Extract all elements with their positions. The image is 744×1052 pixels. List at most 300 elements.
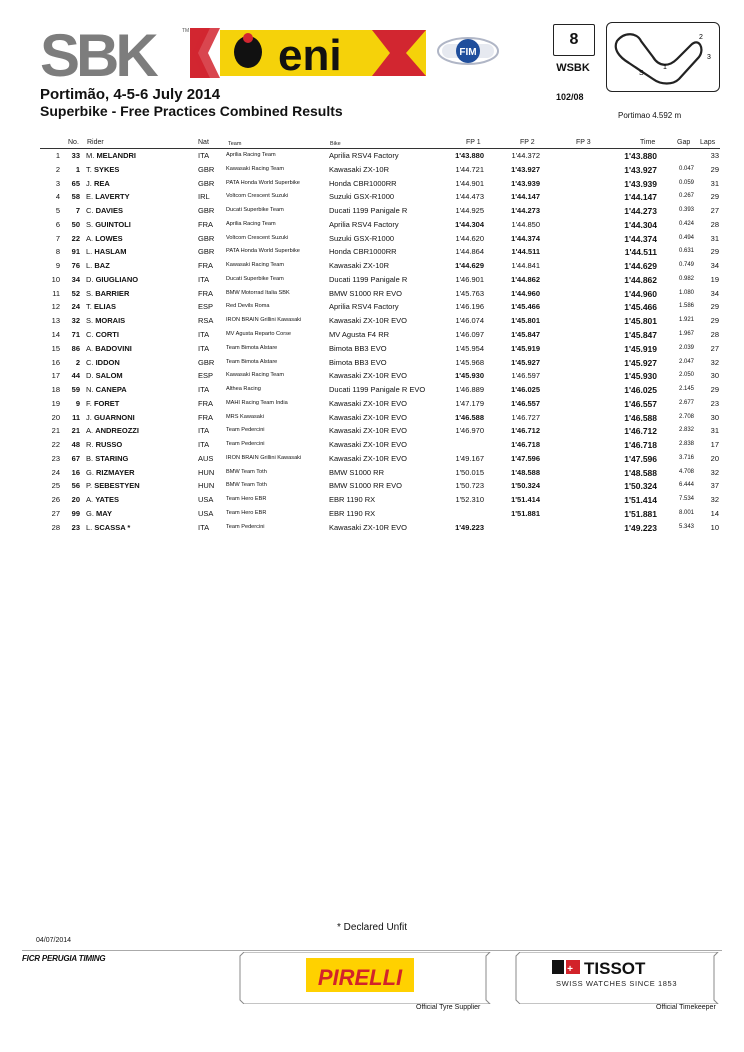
- rider-cell: [86, 289, 129, 298]
- nat-cell: ITA: [198, 274, 210, 284]
- table-row: [0, 385, 744, 399]
- position-cell: 22: [51, 440, 60, 450]
- nat-cell: FRA: [198, 412, 213, 422]
- position-cell: 15: [51, 343, 60, 353]
- rider-surname: BARRIER: [95, 288, 130, 298]
- laps-cell: 29: [710, 385, 719, 395]
- fp1-cell: 1'45.930: [455, 371, 484, 381]
- rider-initial: L.: [86, 522, 93, 532]
- team-cell: Kawasaki Racing Team: [226, 372, 285, 379]
- fp2-cell: 1'50.324: [511, 481, 540, 491]
- rider-surname: CORTI: [95, 330, 119, 339]
- position-cell: 13: [51, 316, 60, 326]
- gap-cell: 4.708: [678, 468, 694, 475]
- fp2-cell: 1'44.862: [511, 274, 540, 284]
- number-cell: 59: [71, 385, 80, 395]
- team-cell: Team Bimota Alstare: [226, 344, 278, 351]
- position-cell: 12: [51, 302, 60, 312]
- nat-cell: FRA: [198, 261, 213, 271]
- fp1-cell: 1'44.721: [455, 164, 484, 174]
- table-row: [0, 481, 744, 495]
- time-cell: 1'44.147: [624, 192, 657, 203]
- gap-cell: 2.047: [678, 358, 694, 365]
- rider-cell: [86, 192, 130, 201]
- position-cell: 10: [51, 274, 60, 284]
- nat-cell: ITA: [198, 440, 210, 450]
- nat-cell: GBR: [198, 247, 215, 257]
- fp1-cell: 1'52.310: [455, 495, 484, 505]
- laps-cell: 28: [710, 330, 719, 339]
- bike-cell: Ducati 1199 Panigale R: [329, 274, 408, 284]
- fp2-cell: 1'44.372: [511, 151, 540, 160]
- rider-initial: C.: [86, 330, 94, 339]
- fp2-cell: 1'46.025: [511, 385, 540, 395]
- laps-cell: 30: [710, 412, 719, 422]
- fp1-cell: 1'45.763: [455, 288, 484, 298]
- nat-cell: HUN: [198, 467, 215, 477]
- team-cell: Aprilia Racing Team: [226, 220, 276, 227]
- time-cell: 1'44.862: [624, 274, 657, 285]
- time-cell: 1'44.960: [624, 288, 657, 299]
- number-cell: 44: [71, 371, 80, 381]
- nat-cell: ESP: [198, 371, 214, 381]
- tissot-tagline: SWISS WATCHES SINCE 1853: [556, 979, 678, 988]
- time-cell: 1'46.025: [624, 385, 657, 396]
- gap-cell: 2.708: [678, 413, 694, 420]
- nat-cell: GBR: [198, 164, 215, 174]
- fp2-cell: 1'44.841: [511, 261, 540, 271]
- time-cell: 1'49.223: [624, 522, 657, 533]
- laps-cell: 14: [710, 509, 719, 519]
- round-number: 8: [553, 24, 595, 56]
- rider-initial: L.: [86, 247, 93, 257]
- number-cell: 48: [71, 440, 80, 450]
- rider-initial: S.: [86, 288, 94, 298]
- time-cell: 1'45.466: [624, 302, 657, 313]
- table-row: [0, 151, 744, 165]
- rider-initial: E.: [86, 192, 94, 202]
- table-row: [0, 220, 744, 234]
- rider-surname: YATES: [95, 495, 119, 505]
- team-cell: Voltcom Crescent Suzuki: [226, 193, 289, 200]
- rider-surname: IDDON: [95, 357, 120, 367]
- team-cell: IRON BRAIN Grillini Kawasaki: [226, 454, 302, 461]
- rider-cell: [86, 247, 126, 256]
- table-row: [0, 261, 744, 275]
- team-cell: Kawasaki Racing Team: [226, 165, 285, 172]
- rider-surname: SALOM: [95, 371, 123, 381]
- rider-initial: A.: [86, 343, 94, 353]
- rider-initial: T.: [86, 302, 92, 312]
- time-cell: 1'43.927: [624, 164, 657, 175]
- bike-cell: Suzuki GSX-R1000: [329, 233, 395, 243]
- bike-cell: Ducati 1199 Panigale R EVO: [329, 385, 426, 395]
- fp2-cell: 1'46.727: [511, 412, 540, 422]
- position-cell: 19: [51, 398, 60, 408]
- bike-cell: Bimota BB3 EVO: [329, 357, 387, 367]
- number-cell: 7: [75, 206, 80, 216]
- ficr-timing-logo: FICR PERUGIA TIMING: [22, 954, 106, 963]
- number-cell: 65: [71, 178, 80, 188]
- rider-cell: [86, 454, 128, 463]
- rider-initial: F.: [86, 398, 92, 408]
- pirelli-logo-text: PIRELLI: [317, 965, 403, 990]
- bike-cell: Kawasaki ZX-10R EVO: [329, 522, 407, 532]
- nat-cell: ITA: [198, 343, 210, 353]
- fp1-cell: 1'45.954: [455, 343, 484, 353]
- team-cell: Red Devils Roma: [226, 303, 270, 310]
- rider-surname: RUSSO: [95, 440, 123, 450]
- header-divider: [40, 148, 720, 149]
- fp2-cell: 1'44.511: [511, 247, 540, 257]
- fp2-cell: 1'45.919: [511, 343, 540, 353]
- timekeeper-caption: Official Timekeeper: [656, 1004, 716, 1011]
- gap-cell: 0.047: [678, 165, 694, 172]
- fp1-cell: 1'44.304: [455, 219, 484, 229]
- rider-initial: N.: [86, 385, 94, 395]
- bike-cell: Aprilia RSV4 Factory: [329, 219, 399, 229]
- gap-cell: 2.838: [678, 441, 694, 448]
- fp2-cell: 1'46.557: [511, 398, 540, 408]
- number-cell: 22: [71, 233, 80, 243]
- laps-cell: 31: [710, 178, 719, 188]
- gap-cell: 3.716: [678, 454, 694, 461]
- col-time: Time: [640, 139, 656, 146]
- team-cell: PATA Honda World Superbike: [226, 179, 300, 186]
- rider-initial: P.: [86, 481, 93, 491]
- time-cell: 1'48.588: [624, 467, 657, 478]
- number-cell: 33: [71, 151, 80, 160]
- bike-cell: Kawasaki ZX-10R: [329, 164, 390, 174]
- position-cell: 2: [55, 164, 60, 174]
- sbk-logo-text: SBK: [40, 24, 155, 82]
- fp1-cell: 1'50.015: [455, 467, 484, 477]
- track-marker-2: 2: [699, 34, 703, 41]
- laps-cell: 37: [710, 481, 719, 491]
- print-date: 04/07/2014: [36, 937, 72, 944]
- position-cell: 24: [51, 467, 60, 477]
- bike-cell: Honda CBR1000RR: [329, 178, 397, 188]
- fp1-cell: 1'46.074: [455, 316, 484, 326]
- nat-cell: GBR: [198, 233, 215, 243]
- rider-cell: [86, 165, 119, 174]
- laps-cell: 28: [710, 219, 719, 229]
- table-row: [0, 399, 744, 413]
- nat-cell: FRA: [198, 219, 213, 229]
- nat-cell: HUN: [198, 481, 215, 491]
- rider-surname: CANEPA: [95, 385, 127, 395]
- event-title: Portimão, 4-5-6 July 2014: [40, 86, 221, 103]
- time-cell: 1'51.414: [624, 495, 657, 506]
- table-row: [0, 440, 744, 454]
- team-cell: BMW Team Toth: [226, 482, 267, 489]
- time-cell: 1'46.712: [624, 426, 657, 437]
- time-cell: 1'43.939: [624, 178, 657, 189]
- fp1-cell: 1'46.196: [455, 302, 484, 312]
- position-cell: 7: [55, 233, 60, 243]
- time-cell: 1'45.919: [624, 343, 657, 354]
- time-cell: 1'43.880: [624, 151, 657, 161]
- position-cell: 16: [51, 357, 60, 367]
- laps-cell: 33: [710, 151, 719, 160]
- col-fp3: FP 3: [576, 139, 591, 146]
- team-cell: MAHI Racing Team India: [226, 399, 288, 406]
- table-row: [0, 358, 744, 372]
- col-team: Team: [228, 141, 242, 147]
- eni-logo: [190, 24, 430, 82]
- fp1-cell: 1'44.901: [455, 178, 484, 188]
- rider-initial: S.: [86, 219, 94, 229]
- session-title: Superbike - Free Practices Combined Results: [40, 103, 343, 119]
- team-cell: Team Hero EBR: [226, 496, 267, 503]
- rider-surname: DAVIES: [95, 206, 123, 216]
- fp1-cell: 1'44.864: [455, 247, 484, 257]
- position-cell: 11: [52, 288, 60, 298]
- table-row: [0, 468, 744, 482]
- document-number: 102/08: [556, 92, 584, 102]
- gap-cell: 1.921: [678, 317, 694, 324]
- laps-cell: 20: [710, 453, 719, 463]
- rider-surname: SYKES: [93, 164, 120, 174]
- bike-cell: Kawasaki ZX-10R EVO: [329, 412, 407, 422]
- table-row: [0, 316, 744, 330]
- bike-cell: Kawasaki ZX-10R EVO: [329, 316, 407, 326]
- number-cell: 67: [71, 453, 80, 463]
- fp1-cell: 1'46.889: [455, 385, 484, 395]
- fp1-cell: 1'44.473: [455, 192, 484, 202]
- position-cell: 17: [51, 371, 60, 381]
- fp2-cell: 1'45.801: [511, 316, 540, 326]
- time-cell: 1'44.374: [624, 233, 657, 244]
- fim-logo-text: FIM: [459, 47, 477, 58]
- position-cell: 25: [51, 481, 60, 491]
- rider-initial: B.: [86, 453, 94, 463]
- team-cell: Team Hero EBR: [226, 510, 267, 517]
- position-cell: 3: [55, 178, 60, 188]
- tyre-supplier-caption: Official Tyre Supplier: [416, 1004, 481, 1011]
- time-cell: 1'44.629: [624, 261, 657, 272]
- nat-cell: ESP: [198, 302, 214, 312]
- gap-cell: 0.494: [678, 234, 694, 241]
- time-cell: 1'45.927: [624, 357, 657, 368]
- gap-cell: 1.586: [678, 303, 694, 310]
- rider-initial: A.: [86, 233, 94, 243]
- rider-initial: A.: [86, 426, 94, 436]
- nat-cell: GBR: [198, 357, 215, 367]
- laps-cell: 27: [710, 343, 719, 353]
- laps-cell: 34: [710, 261, 719, 271]
- team-cell: Team Pedercini: [226, 441, 265, 448]
- sbk-logo: [40, 24, 190, 82]
- laps-cell: 10: [710, 522, 719, 532]
- table-row: [0, 509, 744, 523]
- number-cell: 20: [71, 495, 80, 505]
- fp2-cell: 1'44.960: [511, 288, 540, 298]
- rider-surname: SCASSA *: [94, 522, 131, 532]
- bike-cell: EBR 1190 RX: [329, 509, 376, 519]
- team-cell: Team Pedercini: [226, 427, 265, 434]
- rider-surname: ELIAS: [93, 302, 117, 312]
- col-fp1: FP 1: [466, 139, 481, 146]
- rider-cell: [86, 234, 123, 243]
- gap-cell: 0.267: [678, 193, 694, 200]
- rider-surname: GIUGLIANO: [95, 274, 139, 284]
- number-cell: 91: [71, 247, 80, 257]
- rider-initial: S.: [86, 316, 94, 326]
- rider-initial: G.: [86, 509, 94, 519]
- bike-cell: Aprilia RSV4 Factory: [329, 151, 399, 160]
- table-row: [0, 206, 744, 220]
- table-row: [0, 179, 744, 193]
- bike-cell: Kawasaki ZX-10R EVO: [329, 453, 407, 463]
- rider-initial: C.: [86, 206, 94, 216]
- rider-cell: [86, 358, 120, 367]
- bike-cell: Kawasaki ZX-10R EVO: [329, 371, 407, 381]
- declared-unfit-note: * Declared Unfit: [336, 922, 408, 933]
- svg-text:+: +: [567, 964, 573, 975]
- rider-cell: [86, 316, 125, 325]
- rider-initial: J.: [86, 178, 92, 188]
- position-cell: 9: [55, 261, 60, 271]
- tissot-sponsor: [512, 952, 722, 1004]
- nat-cell: ITA: [198, 522, 210, 532]
- rider-surname: LAVERTY: [95, 192, 130, 202]
- rider-cell: [86, 151, 136, 160]
- team-cell: Ducati Superbike Team: [226, 207, 284, 214]
- rider-cell: [86, 275, 138, 284]
- track-marker-1: 1: [663, 64, 667, 71]
- bike-cell: MV Agusta F4 RR: [329, 330, 390, 339]
- track-length: Portimao 4.592 m: [618, 111, 682, 120]
- gap-cell: 6.444: [678, 482, 694, 489]
- fp1-cell: 1'46.588: [455, 412, 484, 422]
- laps-cell: 27: [710, 206, 719, 216]
- rider-cell: [86, 413, 135, 422]
- rider-surname: MELANDRI: [96, 151, 137, 160]
- laps-cell: 32: [710, 467, 719, 477]
- col-nat: Nat: [198, 139, 209, 146]
- fp2-cell: 1'48.588: [511, 467, 540, 477]
- number-cell: 34: [71, 274, 80, 284]
- fp1-cell: 1'44.629: [455, 261, 484, 271]
- fp2-cell: 1'51.414: [511, 495, 540, 505]
- time-cell: 1'51.881: [624, 509, 657, 520]
- position-cell: 21: [51, 426, 60, 436]
- number-cell: 71: [71, 330, 80, 339]
- bike-cell: Kawasaki ZX-10R EVO: [329, 426, 407, 436]
- team-cell: Aprilia Racing Team: [226, 152, 276, 158]
- team-cell: BMW Team Toth: [226, 468, 267, 475]
- rider-cell: [86, 330, 119, 339]
- rider-cell: [86, 523, 130, 532]
- time-cell: 1'46.588: [624, 412, 657, 423]
- laps-cell: 31: [710, 426, 719, 436]
- rider-surname: GUINTOLI: [95, 219, 131, 229]
- rider-cell: [86, 468, 135, 477]
- gap-cell: 2.039: [678, 344, 694, 351]
- time-cell: 1'45.930: [624, 371, 657, 382]
- position-cell: 5: [55, 206, 60, 216]
- table-row: [0, 371, 744, 385]
- team-cell: BMW Motorrad Italia SBK: [226, 289, 290, 296]
- position-cell: 28: [51, 522, 60, 532]
- table-row: [0, 344, 744, 358]
- rider-initial: A.: [86, 495, 94, 505]
- number-cell: 21: [71, 426, 80, 436]
- fp2-cell: 1'44.374: [511, 233, 540, 243]
- rider-cell: [86, 206, 123, 215]
- fp2-cell: 1'46.597: [511, 371, 540, 381]
- fp2-cell: 1'45.927: [511, 357, 540, 367]
- pirelli-sponsor: [230, 952, 500, 1004]
- team-cell: Team Pedercini: [226, 523, 265, 530]
- position-cell: 20: [51, 412, 60, 422]
- rider-initial: T.: [86, 164, 92, 174]
- number-cell: 76: [71, 261, 80, 271]
- table-row: [0, 275, 744, 289]
- table-row: [0, 426, 744, 440]
- position-cell: 18: [51, 385, 60, 395]
- rider-surname: GUARNONI: [93, 412, 135, 422]
- track-map-icon: [606, 22, 720, 92]
- fp1-cell: 1'46.901: [455, 274, 484, 284]
- position-cell: 6: [55, 219, 60, 229]
- position-cell: 8: [55, 247, 60, 257]
- gap-cell: 2.145: [678, 386, 694, 393]
- rider-initial: J.: [86, 412, 92, 422]
- time-cell: 1'45.801: [624, 316, 657, 327]
- rider-surname: BAZ: [94, 261, 110, 271]
- gap-cell: 0.393: [678, 207, 694, 214]
- position-cell: 23: [51, 453, 60, 463]
- bike-cell: BMW S1000 RR EVO: [329, 481, 402, 491]
- team-cell: MRS Kawasaki: [226, 413, 264, 420]
- team-cell: IRON BRAIN Grillini Kawasaki: [226, 317, 302, 324]
- time-cell: 1'44.511: [624, 247, 657, 258]
- table-row: [0, 247, 744, 261]
- fp2-cell: 1'45.847: [511, 330, 540, 339]
- table-row: [0, 234, 744, 248]
- fp2-cell: 1'47.596: [511, 453, 540, 463]
- fim-logo: [436, 28, 500, 74]
- time-cell: 1'44.273: [624, 206, 657, 217]
- gap-cell: 1.080: [678, 289, 694, 296]
- laps-cell: 29: [710, 302, 719, 312]
- fp1-cell: 1'45.968: [455, 357, 484, 367]
- team-cell: Team Bimota Alstare: [226, 358, 278, 365]
- track-marker-s: S: [639, 70, 644, 77]
- col-bike: Bike: [330, 141, 341, 147]
- rider-cell: [86, 344, 132, 353]
- rider-cell: [86, 426, 139, 435]
- rider-surname: STARING: [95, 453, 129, 463]
- laps-cell: 23: [710, 398, 719, 408]
- rider-cell: [86, 220, 131, 229]
- series-label: WSBK: [556, 62, 590, 74]
- fp1-cell: 1'44.925: [455, 206, 484, 216]
- rider-surname: SEBESTYEN: [94, 481, 140, 491]
- gap-cell: 0.749: [678, 262, 694, 269]
- rider-initial: R.: [86, 440, 94, 450]
- fp2-cell: 1'44.273: [511, 206, 540, 216]
- rider-surname: LOWES: [95, 233, 123, 243]
- table-row: [0, 330, 744, 344]
- nat-cell: GBR: [198, 178, 215, 188]
- number-cell: 9: [75, 398, 80, 408]
- number-cell: 32: [71, 316, 80, 326]
- gap-cell: 2.832: [678, 427, 694, 434]
- gap-cell: 0.424: [678, 220, 694, 227]
